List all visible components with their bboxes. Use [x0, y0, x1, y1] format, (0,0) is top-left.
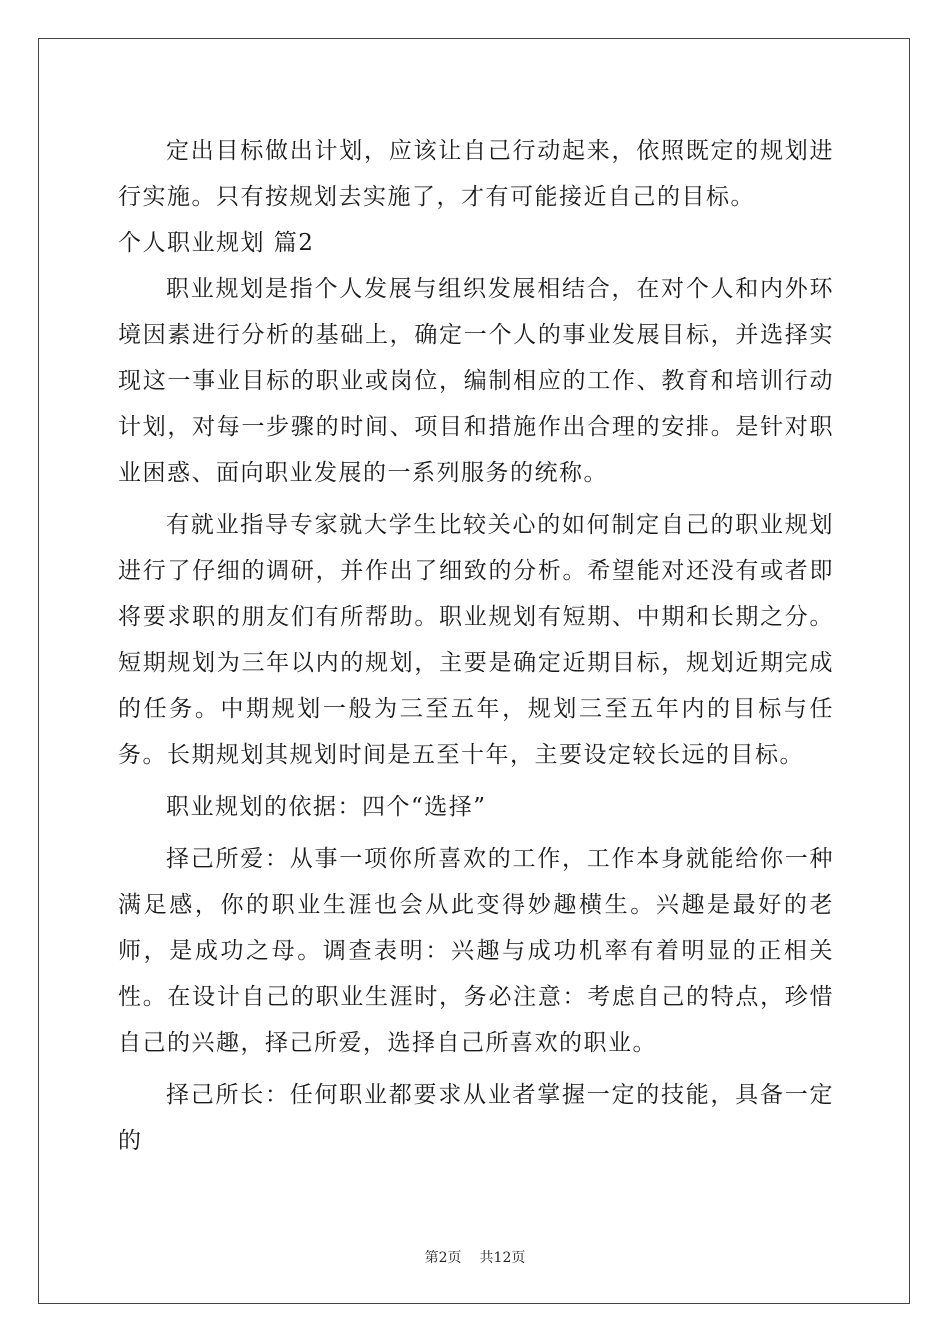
paragraph-definition: 职业规划是指个人发展与组织发展相结合，在对个人和内外环境因素进行分析的基础上，确定一个人的事业发展目标，并选择实现这一事业目标的职业或岗位，编制相应的工作、教育和培训行动计划，对每一步骤的时间、项目和措施作出合理的安排。是针对职业困惑、面向职业发展的一系列服务的统称。 — [118, 276, 834, 486]
paragraph-choose-what-you-love: 择己所爱：从事一项你所喜欢的工作，工作本身就能给你一种满足感，你的职业生涯也会从此变得妙趣横生。兴趣是最好的老师，是成功之母。调查表明：兴趣与成功机率有着明显的正相关性。在设计自己的职业生涯时，务必注意：考虑自己的特点，珍惜自己的兴趣，择己所爱，选择自己所喜欢的职业。 — [118, 846, 834, 1056]
page-number-current: 第2页 — [424, 1250, 462, 1266]
document-body — [118, 128, 834, 1164]
paragraph-choose-what-you-are-good-at: 择己所长：任何职业都要求从业者掌握一定的技能，具备一定的 — [118, 1082, 834, 1154]
page-number-total: 共12页 — [479, 1250, 526, 1266]
section-heading: 个人职业规划 篇2 — [118, 230, 315, 256]
page-footer — [0, 1247, 950, 1267]
paragraph-expert-research: 有就业指导专家就大学生比较关心的如何制定自己的职业规划进行了仔细的调研，并作出了细致的分析。希望能对还没有或者即将要求职的朋友们有所帮助。职业规划有短期、中期和长期之分。短期规划为三年以内的规划，主要是确定近期目标，规划近期完成的任务。中期规划一般为三至五年，规划三至五年内的目标与任务。长期规划其规划时间是五至十年，主要设定较长远的目标。 — [118, 512, 834, 768]
paragraph-plan-execution: 定出目标做出计划，应该让自己行动起来，依照既定的规划进行实施。只有按规划去实施了，才有可能接近自己的目标。 — [118, 138, 834, 210]
paragraph-four-choices: 职业规划的依据：四个“选择” — [166, 794, 487, 820]
